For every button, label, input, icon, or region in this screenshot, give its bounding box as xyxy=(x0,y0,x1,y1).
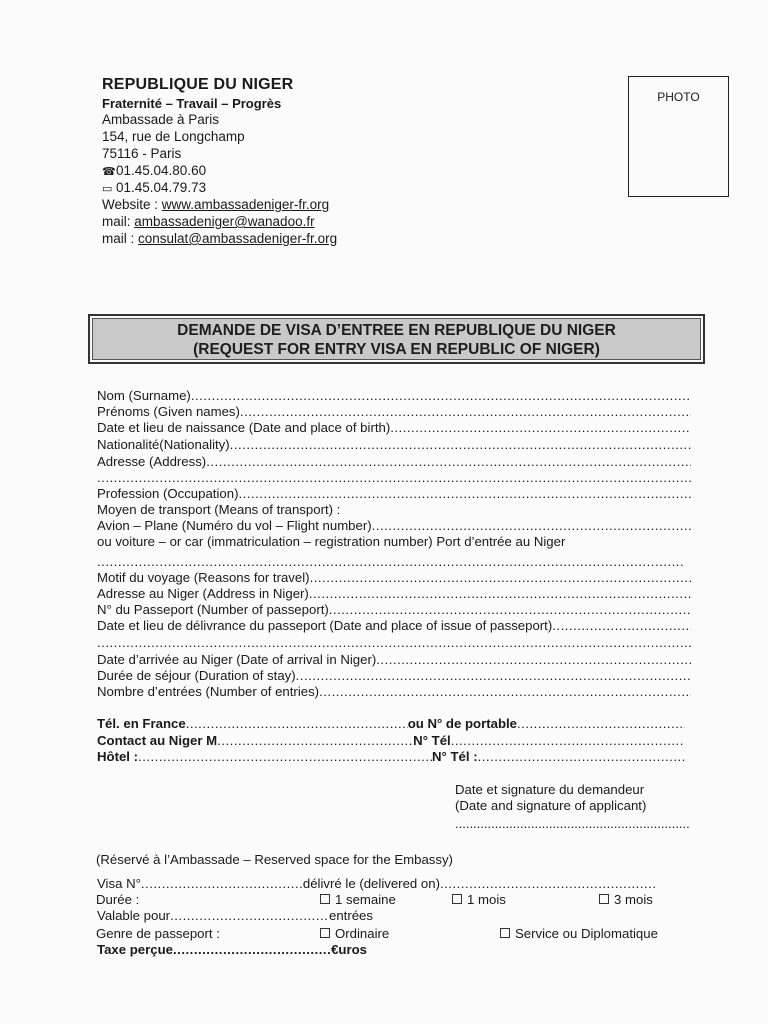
tel-label-2: N° Tél : xyxy=(432,749,478,764)
nationality-label: Nationalité(Nationality) xyxy=(97,437,230,452)
birth-field[interactable] xyxy=(97,420,691,436)
address-label: Adresse (Address) xyxy=(97,454,207,469)
one-month-label: 1 mois xyxy=(467,892,506,907)
country-name: REPUBLIQUE DU NIGER xyxy=(102,76,294,93)
visa-number-field[interactable] xyxy=(97,876,657,892)
niger-address-label: Adresse au Niger (Address in Niger) xyxy=(97,586,309,601)
fax-icon: ▭ xyxy=(102,183,113,195)
passport-issue-continuation[interactable] xyxy=(97,635,691,651)
website-line xyxy=(102,196,329,213)
passport-number-label: N° du Passeport (Number of passeport) xyxy=(97,602,329,617)
entries-field[interactable] xyxy=(97,684,691,700)
arrival-field[interactable] xyxy=(97,652,691,668)
ordinary-option[interactable] xyxy=(320,926,389,942)
email-link-1[interactable]: ambassadeniger@wanadoo.fr xyxy=(134,214,315,229)
form-title-english: (REQUEST FOR ENTRY VISA EN REPUBLIC OF NIGER) xyxy=(193,341,600,358)
hotel-field[interactable] xyxy=(97,749,685,765)
service-checkbox[interactable] xyxy=(500,928,510,938)
city-address: 75116 - Paris xyxy=(102,146,182,161)
address-field[interactable] xyxy=(97,454,691,470)
address-continuation-line[interactable] xyxy=(97,470,691,486)
flight-label: Avion – Plane (Numéro du vol – Flight number) xyxy=(97,518,372,533)
tel-france-field[interactable] xyxy=(97,716,685,732)
contact-niger-field[interactable] xyxy=(97,733,685,749)
national-motto: Fraternité – Travail – Progrès xyxy=(102,96,282,111)
signature-label-english: (Date and signature of applicant) xyxy=(455,798,647,813)
one-month-checkbox[interactable] xyxy=(452,894,462,904)
signature-line[interactable] xyxy=(455,816,689,831)
flight-field[interactable] xyxy=(97,518,691,534)
one-week-option[interactable] xyxy=(320,892,396,908)
photo-label: PHOTO xyxy=(657,90,700,104)
given-names-field[interactable] xyxy=(97,404,691,420)
signature-label-french: Date et signature du demandeur xyxy=(455,782,645,797)
one-week-label: 1 semaine xyxy=(335,892,396,907)
telephone-icon: ☎ xyxy=(102,166,116,178)
three-months-checkbox[interactable] xyxy=(599,894,609,904)
ordinary-label: Ordinaire xyxy=(335,926,390,941)
nationality-field[interactable] xyxy=(97,437,691,453)
tel-label-1: N° Tél xyxy=(413,733,451,748)
reason-field[interactable] xyxy=(97,570,691,586)
transport-label: Moyen de transport (Means of transport) : xyxy=(97,502,341,517)
mail-line-1 xyxy=(102,213,315,230)
one-month-option[interactable] xyxy=(452,892,506,908)
service-label: Service ou Diplomatique xyxy=(515,926,658,941)
email-link-2[interactable]: consulat@ambassadeniger-fr.org xyxy=(138,231,338,246)
birth-label: Date et lieu de naissance (Date and place of birth) xyxy=(97,420,391,435)
valid-for-field[interactable] xyxy=(97,908,373,924)
street-address: 154, rue de Longchamp xyxy=(102,129,245,144)
form-title-french: DEMANDE DE VISA D’ENTREE EN REPUBLIQUE DU NIGER xyxy=(177,322,616,339)
three-months-label: 3 mois xyxy=(614,892,653,907)
phone-number: 01.45.04.80.60 xyxy=(116,163,207,178)
photo-box xyxy=(628,76,729,197)
profession-field[interactable] xyxy=(97,486,691,502)
euros-label: €uros xyxy=(331,942,367,957)
tax-field[interactable] xyxy=(97,942,367,958)
tel-france-label: Tél. en France xyxy=(97,716,186,731)
website-label: Website : xyxy=(102,197,162,212)
passport-number-field[interactable] xyxy=(97,602,691,618)
mail-label-1: mail: xyxy=(102,214,135,229)
surname-field[interactable] xyxy=(97,388,691,404)
given-names-label: Prénoms (Given names) xyxy=(97,404,240,419)
car-label: ou voiture – or car (immatriculation – registration number) Port d’entrée au Niger xyxy=(97,534,566,549)
reason-label: Motif du voyage (Reasons for travel) xyxy=(97,570,310,585)
tax-label: Taxe perçue xyxy=(97,942,173,957)
hotel-label: Hôtel : xyxy=(97,749,139,764)
service-option[interactable] xyxy=(500,926,658,942)
fax-number: 01.45.04.79.73 xyxy=(116,180,207,195)
embassy-name: Ambassade à Paris xyxy=(102,112,220,127)
duration-label: Durée : xyxy=(96,892,140,907)
stay-field[interactable] xyxy=(97,668,691,684)
entries-unit-label: entrées xyxy=(329,908,373,923)
mail-label-2: mail : xyxy=(102,231,139,246)
passport-issue-field[interactable] xyxy=(97,618,691,634)
contact-niger-label: Contact au Niger M xyxy=(97,733,218,748)
car-entry-line[interactable] xyxy=(97,554,685,570)
three-months-option[interactable] xyxy=(599,892,653,908)
mail-line-2 xyxy=(102,230,337,247)
arrival-label: Date d’arrivée au Niger (Date of arrival in Niger) xyxy=(97,652,377,667)
website-link[interactable]: www.ambassadeniger-fr.org xyxy=(161,197,330,212)
form-title-banner xyxy=(88,314,705,364)
passport-issue-label: Date et lieu de délivrance du passeport (Date and place of issue of passeport) xyxy=(97,618,553,633)
surname-label: Nom (Surname) xyxy=(97,388,191,403)
one-week-checkbox[interactable] xyxy=(320,894,330,904)
niger-address-field[interactable] xyxy=(97,586,691,602)
passport-type-label: Genre de passeport : xyxy=(96,926,220,941)
stay-label: Durée de séjour (Duration of stay) xyxy=(97,668,296,683)
ordinary-checkbox[interactable] xyxy=(320,928,330,938)
valid-for-label: Valable pour xyxy=(97,908,171,923)
entries-label: Nombre d’entrées (Number of entries) xyxy=(97,684,320,699)
embassy-reserved-heading: (Réservé à l’Ambassade – Reserved space for the Embassy) xyxy=(96,852,453,867)
delivered-label: délivré le (delivered on) xyxy=(302,876,440,891)
visa-number-label: Visa N° xyxy=(97,876,141,891)
mobile-label: ou N° de portable xyxy=(407,716,517,731)
profession-label: Profession (Occupation) xyxy=(97,486,239,501)
